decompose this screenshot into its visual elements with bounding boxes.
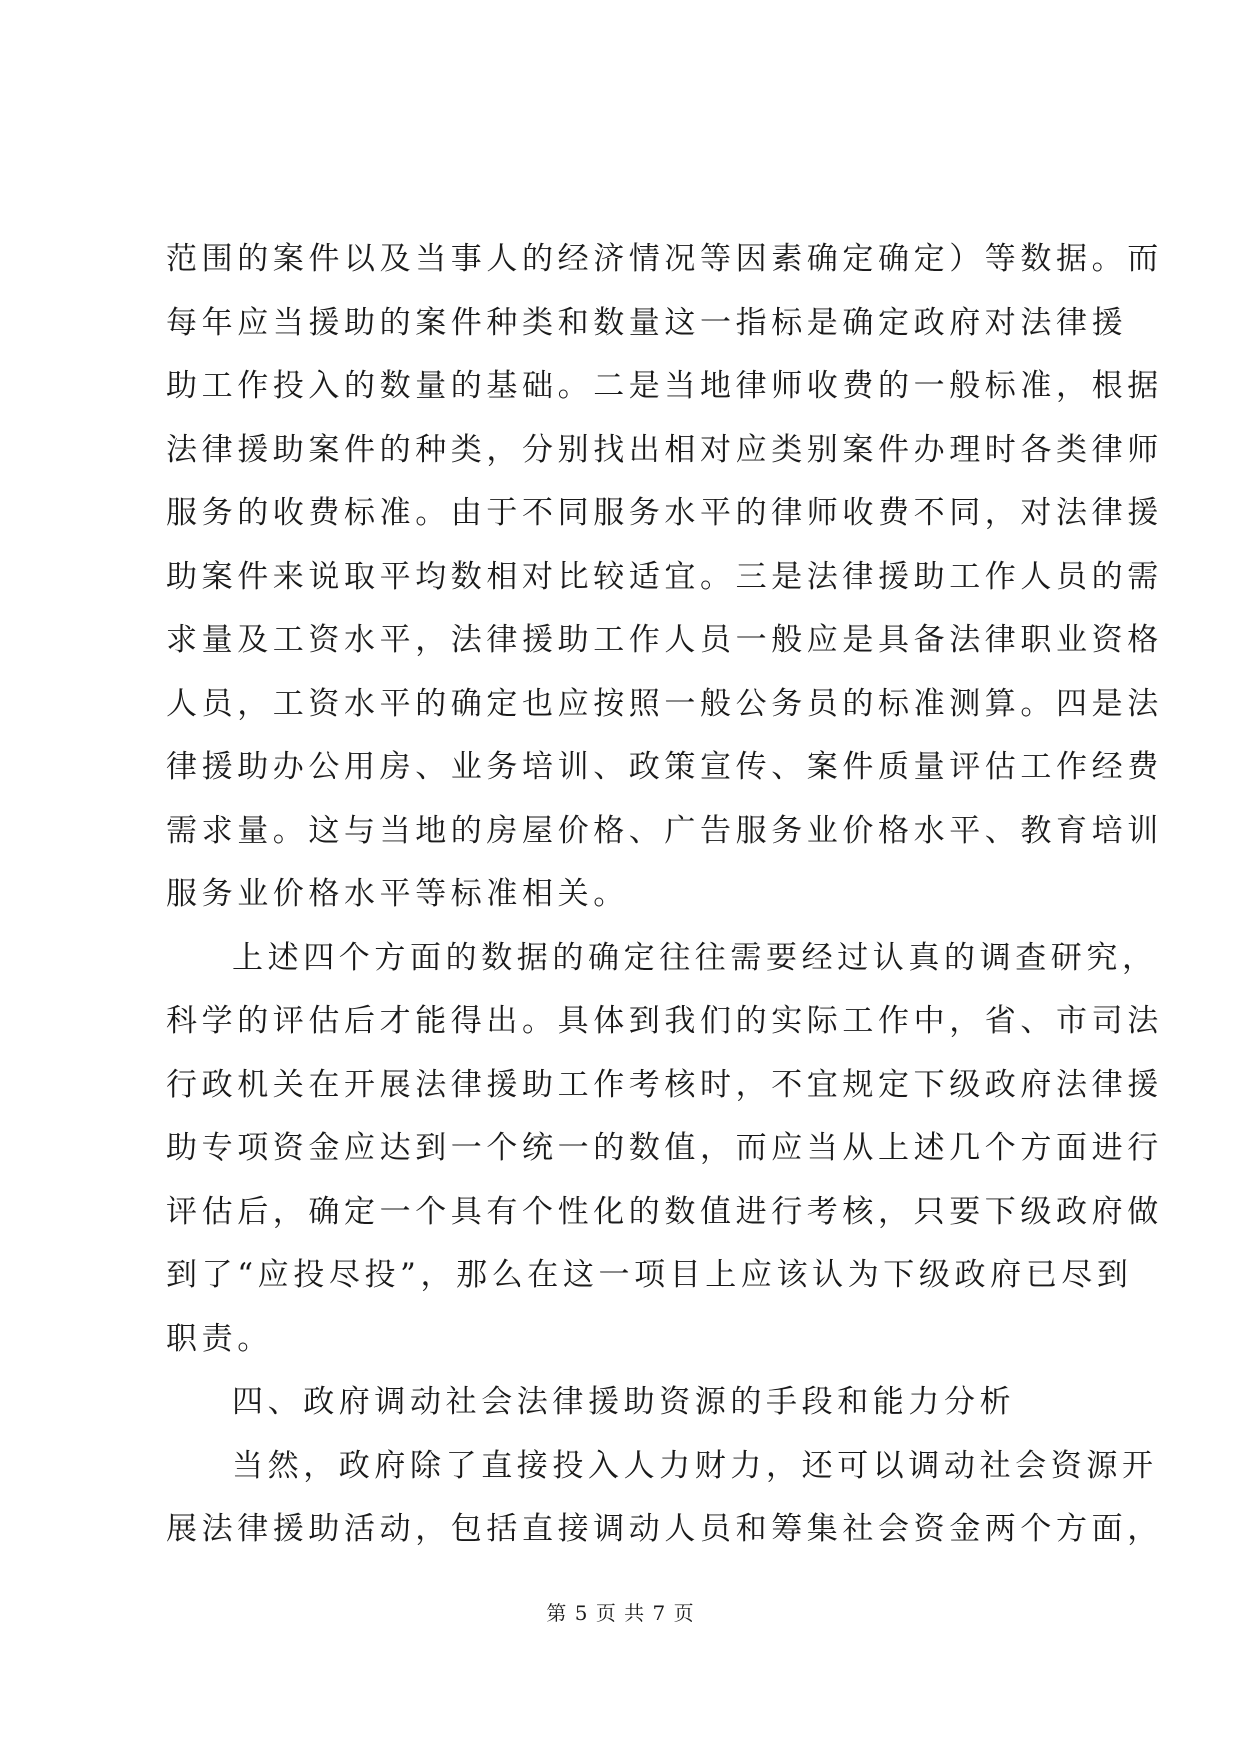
text-line: 求量及工资水平，法律援助工作人员一般应是具备法律职业资格 [166, 622, 1163, 658]
text-line: 四、政府调动社会法律援助资源的手段和能力分析 [232, 1384, 1016, 1420]
text-line: 助案件来说取平均数相对比较适宜。三是法律援助工作人员的需 [166, 558, 1163, 595]
text-line: 助工作投入的数量的基础。二是当地律师收费的一般标准，根据 [166, 368, 1163, 404]
text-line: 法律援助案件的种类，分别找出相对应类别案件办理时各类律师 [166, 431, 1163, 468]
text-line: 服务的收费标准。由于不同服务水平的律师收费不同，对法律援 [166, 495, 1163, 531]
text-line: 当然，政府除了直接投入人力财力，还可以调动社会资源开 [232, 1447, 1158, 1484]
text-line: 需求量。这与当地的房屋价格、广告服务业价格水平、教育培训 [166, 812, 1163, 849]
document-body [166, 228, 1163, 1562]
text-line: 律援助办公用房、业务培训、政策宣传、案件质量评估工作经费 [166, 749, 1163, 785]
text-line: 上述四个方面的数据的确定往往需要经过认真的调查研究， [232, 939, 1158, 976]
page-footer: 第 5 页 共 7 页 [546, 1601, 695, 1625]
text-line: 每年应当援助的案件种类和数量这一指标是确定政府对法律援 [166, 304, 1128, 341]
text-line: 展法律援助活动，包括直接调动人员和筹集社会资金两个方面， [166, 1511, 1163, 1547]
text-line: 人员，工资水平的确定也应按照一般公务员的标准测算。四是法 [166, 685, 1163, 722]
text-line: 助专项资金应达到一个统一的数值，而应当从上述几个方面进行 [166, 1130, 1163, 1166]
text-line: 到了“应投尽投”，那么在这一项目上应该认为下级政府已尽到 [166, 1257, 1133, 1293]
text-line: 服务业价格水平等标准相关。 [166, 876, 629, 912]
text-line: 科学的评估后才能得出。具体到我们的实际工作中，省、市司法 [166, 1003, 1163, 1039]
text-line: 评估后，确定一个具有个性化的数值进行考核，只要下级政府做 [166, 1193, 1163, 1230]
text-line: 职责。 [166, 1320, 273, 1357]
text-line: 行政机关在开展法律援助工作考核时，不宜规定下级政府法律援 [166, 1066, 1163, 1103]
text-line: 范围的案件以及当事人的经济情况等因素确定确定）等数据。而 [166, 241, 1163, 277]
